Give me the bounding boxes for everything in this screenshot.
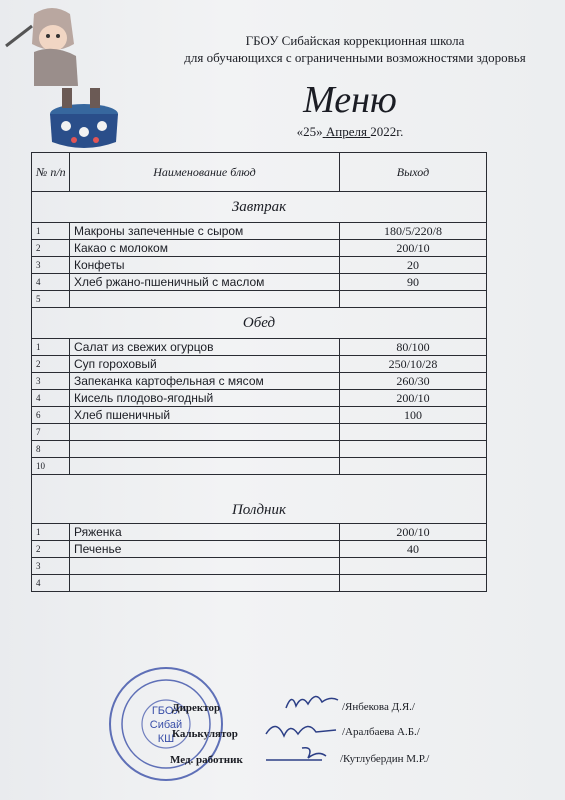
school-name-line1: ГБОУ Сибайская коррекционная школа — [245, 33, 465, 48]
date-day: «25» — [296, 124, 323, 139]
table-row: 1 Ряженка 200/10 — [32, 524, 487, 541]
school-name-line2: для обучающихся с ограниченными возможностями здоровья — [184, 50, 526, 65]
table-row: 3 Запеканка картофельная с мясом 260/30 — [32, 373, 487, 390]
stamp-text-1: ГБОУ — [151, 705, 181, 717]
table-row: 4 — [32, 575, 487, 592]
signature-medic-role: Мед. работник — [170, 754, 243, 766]
signature-medic-name: /Кутлубердин М.Р./ — [340, 753, 430, 765]
section-title-snack: Полдник — [32, 475, 487, 524]
table-header-row — [32, 153, 487, 192]
table-row: 7 — [32, 424, 487, 441]
table-row: 4 Хлеб ржано-пшеничный с маслом 90 — [32, 274, 487, 291]
table-row: 5 — [32, 291, 487, 308]
menu-date — [200, 124, 500, 140]
table-row: 3 Конфеты 20 — [32, 257, 487, 274]
table-row: 2 Какао с молоком 200/10 — [32, 240, 487, 257]
table-row: 3 — [32, 558, 487, 575]
table-row: 1 Макроны запеченные с сыром 180/5/220/8 — [32, 223, 487, 240]
mascot-illustration — [4, 4, 134, 154]
signature-director-role: Директор — [172, 702, 221, 714]
medic-handwritten-signature — [262, 744, 342, 766]
stamp-text-2: Сибай — [149, 719, 183, 731]
table-row: 10 — [32, 458, 487, 475]
column-header-number: № п/п — [32, 153, 70, 192]
section-title-breakfast: Завтрак — [32, 192, 487, 223]
page-title: Меню — [303, 79, 397, 121]
calculator-handwritten-signature — [262, 716, 342, 744]
table-row: 4 Кисель плодово-ягодный 200/10 — [32, 390, 487, 407]
table-row: 8 — [32, 441, 487, 458]
school-name — [150, 32, 560, 66]
table-row: 2 Печенье 40 — [32, 541, 487, 558]
date-month: Апреля — [325, 124, 367, 139]
table-row: 1 Салат из свежих огурцов 80/100 — [32, 339, 487, 356]
table-row: 2 Суп гороховый 250/10/28 — [32, 356, 487, 373]
stamp-text-3: КШ — [157, 733, 175, 745]
signature-calculator-role: Калькулятор — [172, 728, 238, 740]
column-header-dish: Наименование блюд — [70, 153, 340, 192]
date-year: 2022г. — [370, 124, 404, 139]
official-stamp — [106, 664, 226, 784]
column-header-portion: Выход — [340, 153, 487, 192]
signature-calculator-name: /Аралбаева А.Б./ — [342, 726, 420, 738]
section-title-lunch: Обед — [32, 308, 487, 339]
table-row: 6 Хлеб пшеничный 100 — [32, 407, 487, 424]
signature-director-name: /Янбекова Д.Я./ — [342, 701, 415, 713]
menu-table — [31, 152, 487, 592]
